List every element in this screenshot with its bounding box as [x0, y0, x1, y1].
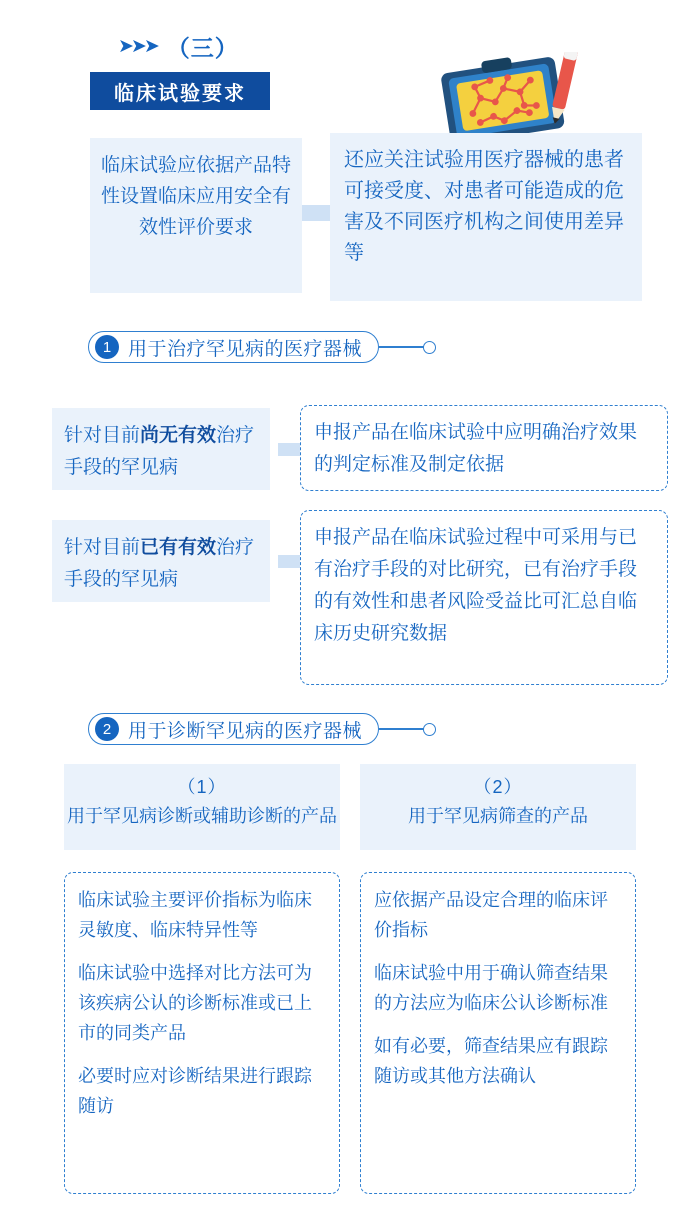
pair-1-connector	[278, 443, 300, 456]
column-1-index: （1）	[177, 777, 227, 797]
section-1-label: 用于治疗罕见病的医疗器械	[128, 338, 363, 360]
section-1-number: 1	[95, 335, 119, 359]
intro-connector	[302, 205, 330, 221]
pair-2-left-suffix: 治疗手段的罕见病	[64, 537, 255, 590]
column-2-item-1: 应依据产品设定合理的临床评价指标	[374, 890, 608, 940]
pair-2-left	[52, 520, 270, 602]
pair-1-left-suffix: 治疗手段的罕见病	[64, 425, 255, 478]
pair-2-connector	[278, 555, 300, 568]
pair-2-left-highlight: 已有有效	[140, 537, 217, 558]
column-1-item-1: 临床试验主要评价指标为临床灵敏度、临床特异性等	[78, 890, 312, 940]
column-2-index: （2）	[473, 777, 523, 797]
pair-1-left-highlight: 尚无有效	[140, 425, 217, 446]
column-1-item-2: 临床试验中选择对比方法可为该疾病公认的诊断标准或已上市的同类产品	[78, 963, 312, 1043]
section-2-label: 用于诊断罕见病的医疗器械	[128, 720, 363, 742]
pair-2-right: 申报产品在临床试验过程中可采用与已有治疗手段的对比研究，已有治疗手段的有效性和患者风险受益比可汇总自临床历史研究数据	[300, 510, 668, 685]
section-1-pill	[88, 331, 379, 363]
column-2-title: 用于罕见病筛查的产品	[408, 806, 588, 826]
section-number: （三）	[166, 34, 239, 61]
section-heading-2	[88, 712, 439, 746]
pair-1-left-prefix: 针对目前	[64, 425, 141, 446]
pair-1-right: 申报产品在临床试验中应明确治疗效果的判定标准及制定依据	[300, 405, 668, 491]
section-2-number: 2	[95, 717, 119, 741]
column-2-body	[360, 872, 636, 1194]
column-2-item-2: 临床试验中用于确认筛查结果的方法应为临床公认诊断标准	[374, 963, 608, 1013]
pair-2-left-prefix: 针对目前	[64, 537, 141, 558]
column-1-body	[64, 872, 340, 1194]
column-2-header	[360, 764, 636, 850]
column-2-item-3: 如有必要，筛查结果应有跟踪随访或其他方法确认	[374, 1036, 608, 1086]
section-header	[0, 26, 420, 66]
triple-chevron-right-icon: ➤➤➤	[118, 35, 157, 57]
intro-left-panel: 临床试验应依据产品特性设置临床应用安全有效性评价要求	[90, 138, 302, 293]
column-1-title: 用于罕见病诊断或辅助诊断的产品	[67, 806, 337, 826]
page-title: 临床试验要求	[90, 72, 270, 110]
column-1-item-3: 必要时应对诊断结果进行跟踪随访	[78, 1066, 312, 1116]
section-heading-1	[88, 330, 439, 364]
column-1-header	[64, 764, 340, 850]
section-2-pill	[88, 713, 379, 745]
intro-right-panel: 还应关注试验用医疗器械的患者可接受度、对患者可能造成的危害及不同医疗机构之间使用差异等	[330, 133, 642, 301]
section-1-tail-icon	[379, 335, 439, 359]
pair-1-left	[52, 408, 270, 490]
section-2-tail-icon	[379, 717, 439, 741]
